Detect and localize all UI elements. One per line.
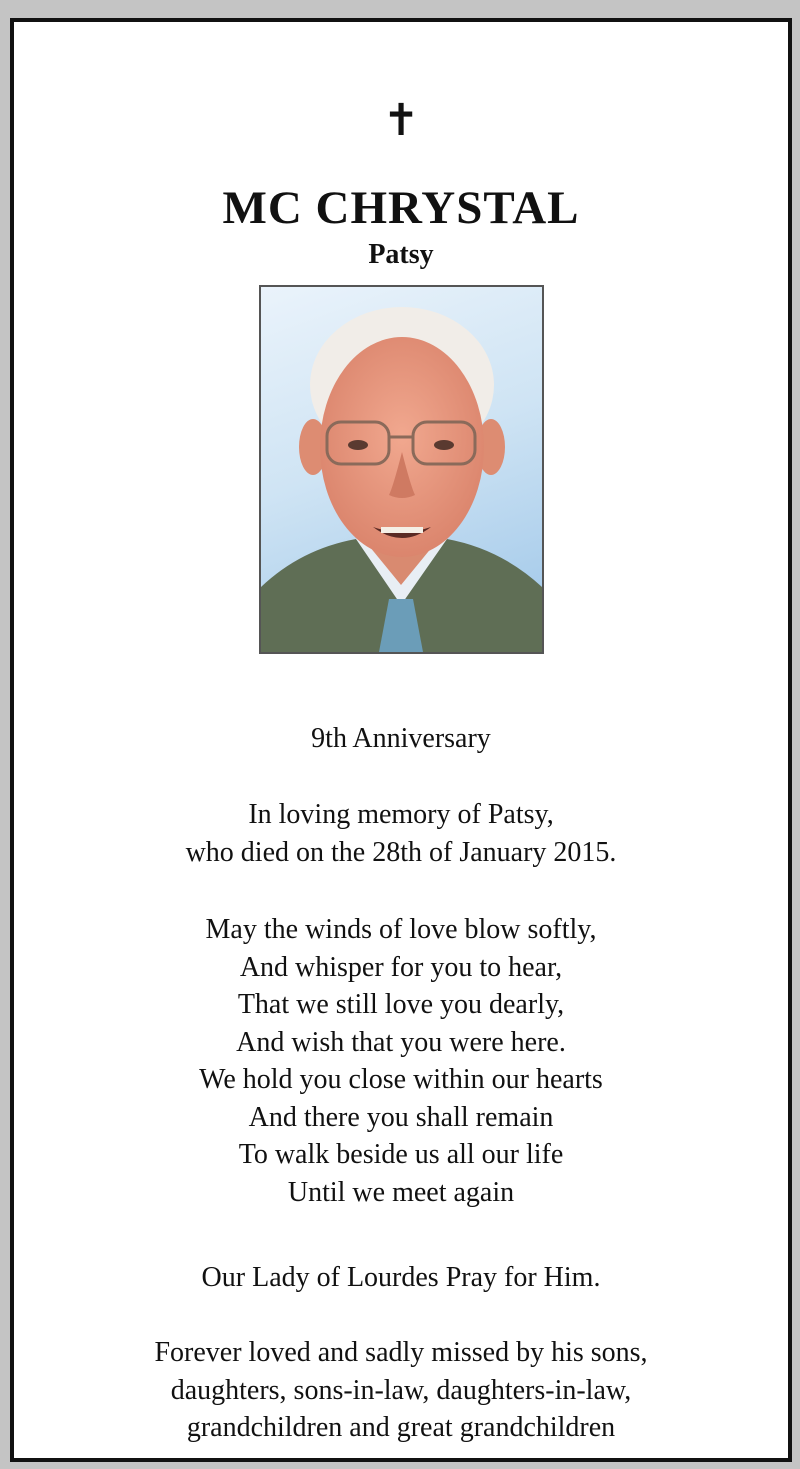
memorial-notice-card [10,18,792,1462]
memory-line: In loving memory of Patsy, [248,799,554,830]
poem-line: And wish that you were here. [236,1026,566,1058]
poem-line: And there you shall remain [248,1101,554,1133]
anniversary-line: 9th Anniversary [311,723,491,754]
poem-line: Until we meet again [287,1176,515,1208]
poem-line: That we still love you dearly, [237,989,565,1020]
poem-line: And whisper for you to hear, [239,951,563,983]
poem-line: To walk beside us all our life [238,1139,564,1170]
family-line: grandchildren and great grandchildren [186,1412,616,1443]
poem-line: We hold you close within our hearts [199,1064,603,1095]
first-name-heading: Patsy [368,239,434,270]
poem-line: May the winds of love blow softly, [205,914,597,945]
family-block [14,1334,788,1447]
memory-line: who died on the 28th of January 2015. [185,836,617,868]
poem-block [14,911,788,1211]
family-line: Forever loved and sadly missed by his sons, [154,1337,648,1368]
portrait-illustration [261,287,542,652]
portrait-photo [259,285,544,654]
prayer-line: Our Lady of Lourdes Pray for Him. [201,1262,601,1293]
surname-heading: MC CHRYSTAL [222,182,580,234]
memory-block [14,796,788,871]
cross-icon: ✝ [382,96,420,145]
family-line: daughters, sons-in-law, daughters-in-law, [170,1374,632,1406]
